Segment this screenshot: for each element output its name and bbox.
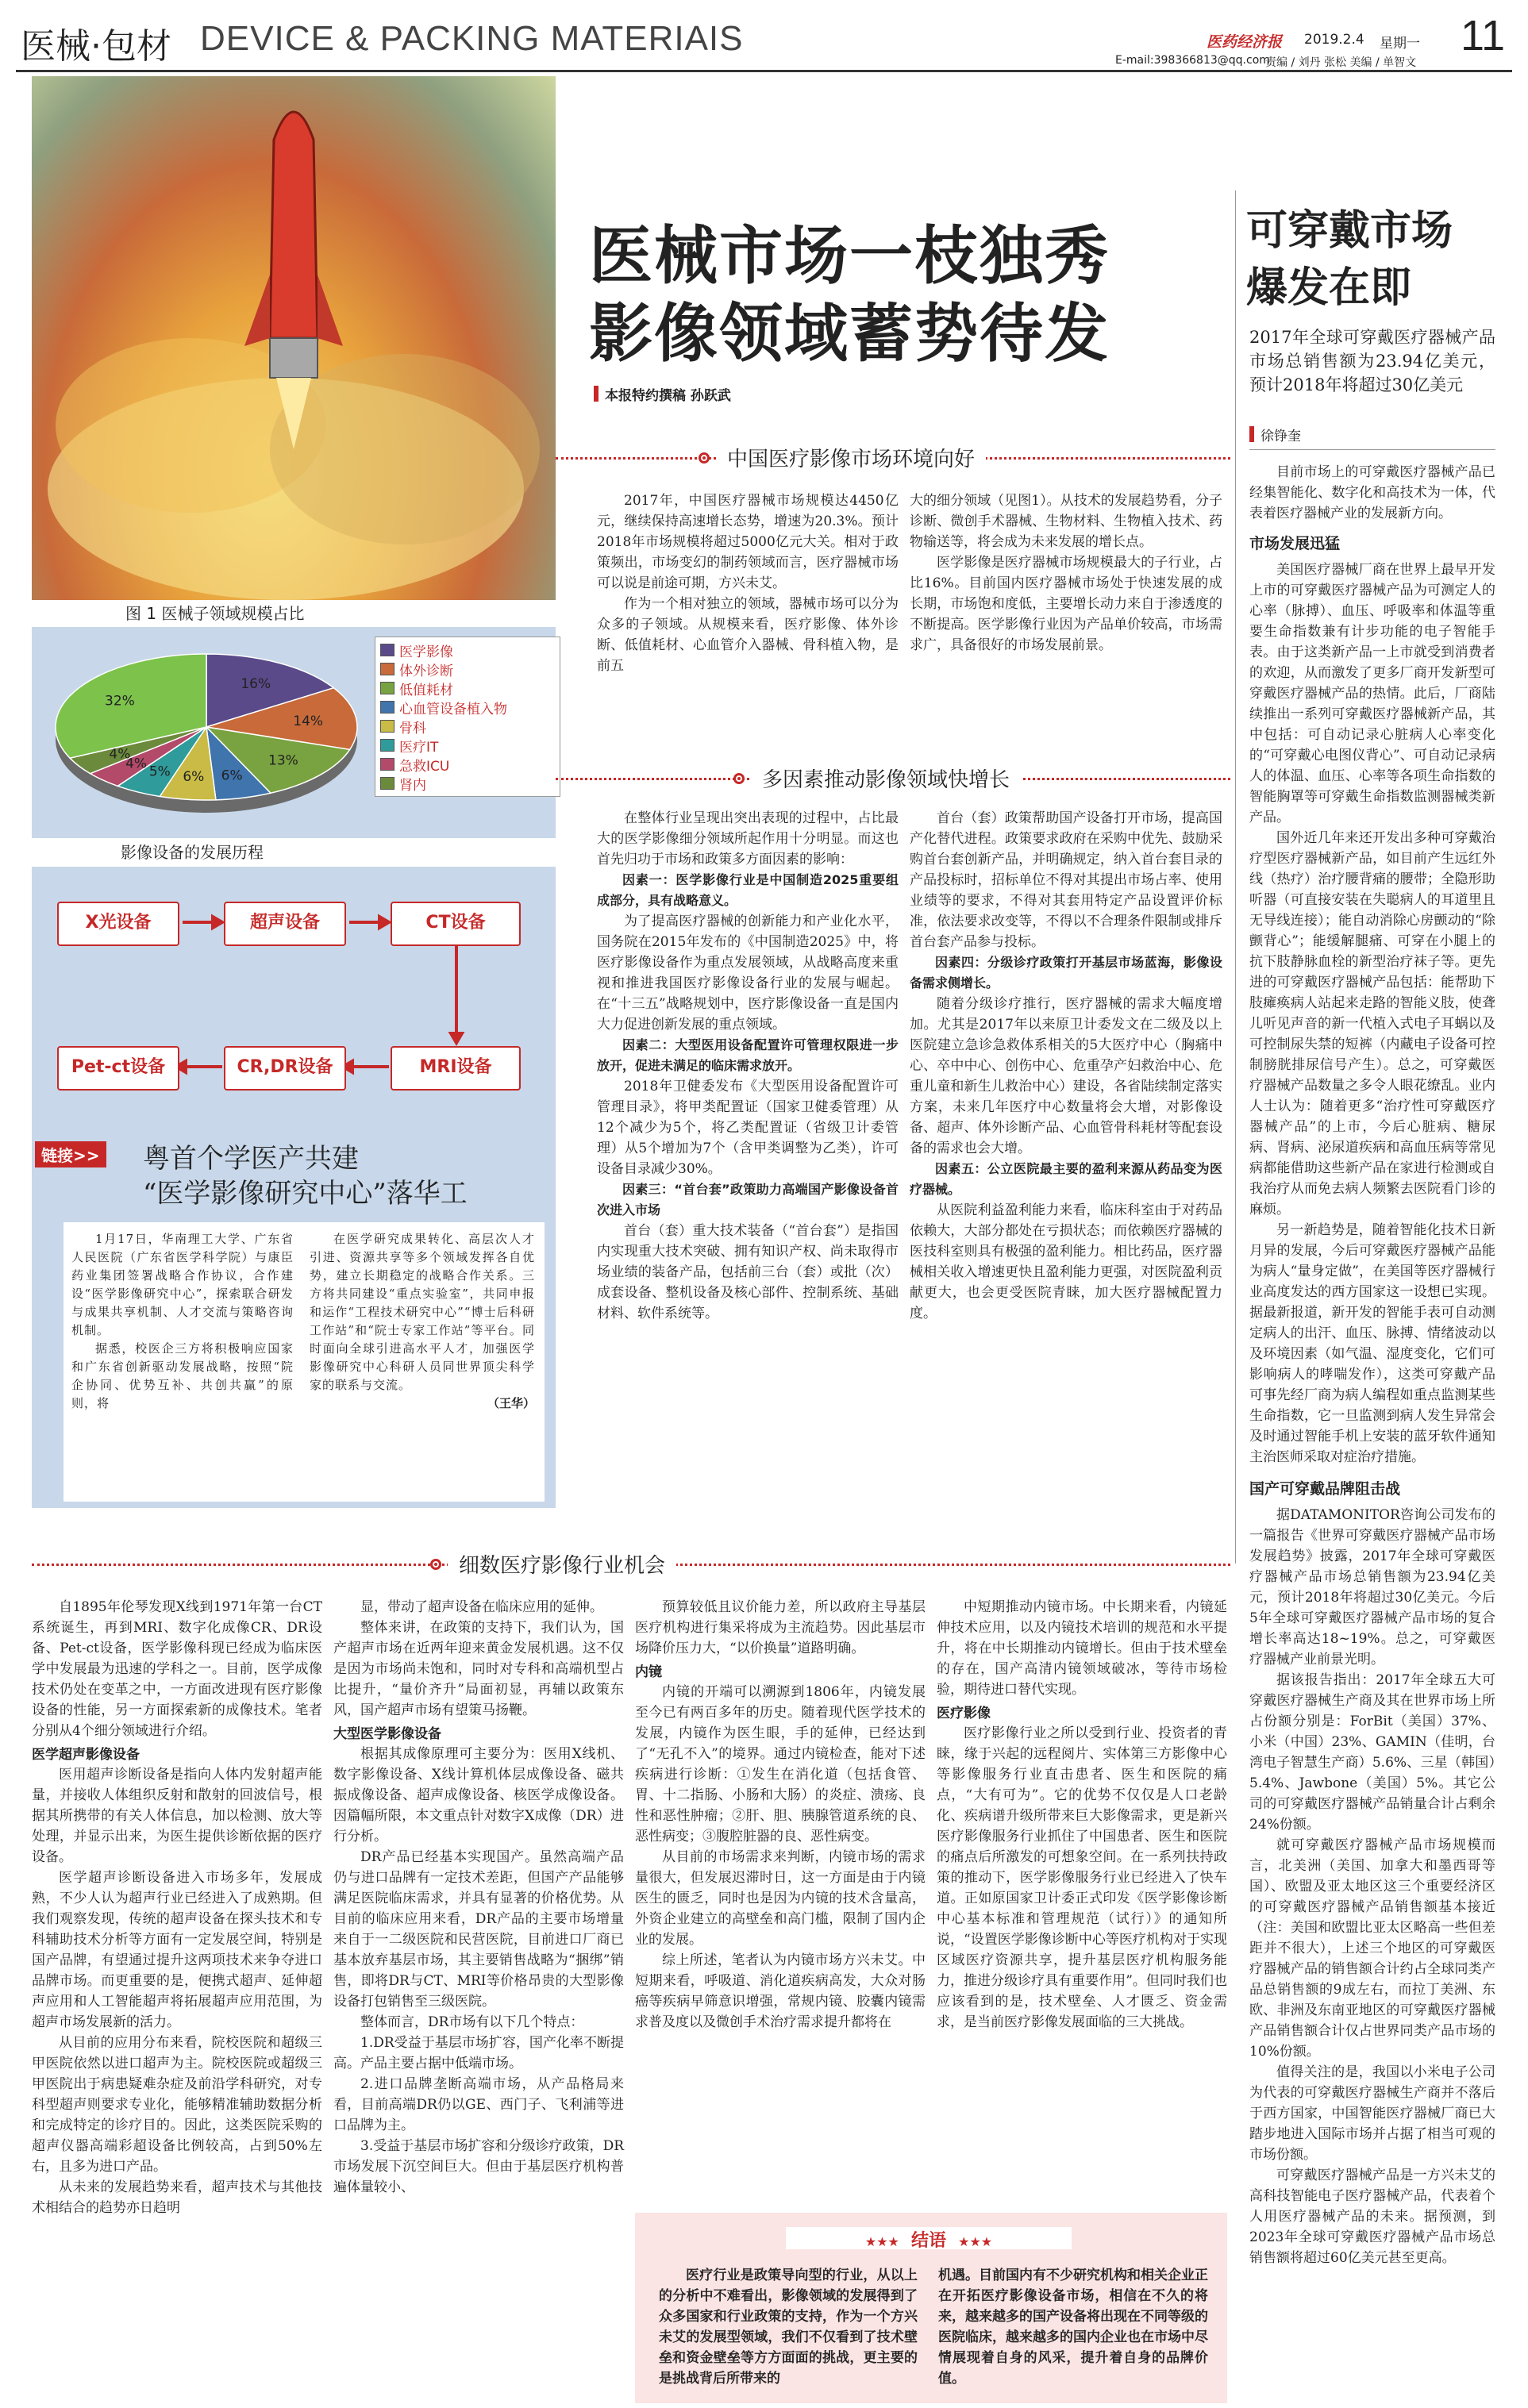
legend-label: 急救ICU	[399, 758, 450, 775]
conclusion-box	[635, 2213, 1227, 2403]
subheading: 医学超声影像设备	[32, 1747, 140, 1763]
legend-swatch	[380, 758, 395, 771]
legend-item	[380, 640, 555, 660]
factor-heading: 因素五：公立医院最主要的盈利来源从药品变为医疗器械。	[910, 1161, 1222, 1197]
body-para: 内镜的开端可以溯源到1806年，内镜发展至今已有两百多年的历史。随着现代医学技术的发展，内镜作为医生眼，手的延伸，已经达到了“无孔不入”的境界。通过内镜检查，能对下述疾病进行诊断：①发生在消化道（包括食管、胃、十二指肠、小肠和大肠）的炎症、溃疡、良性和恶性肿瘤；②肝、胆、胰腺管道系统的良、恶性病变；③腹腔脏器的良、恶性病变。	[635, 1684, 926, 1844]
sidebar-subhead-1: 市场发展迅猛	[1249, 535, 1341, 552]
issue-date: 2019.2.4	[1304, 32, 1364, 48]
section-3-col-1	[32, 1597, 322, 2218]
body-para: 医疗影像行业之所以受到行业、投资者的青睐，缘于兴起的远程阅片、实体第三方影像中心等影像服务行业直击患者、医生和医院的痛点，“大有可为”。它的优势不仅仅是人口老龄化、疾病谱升级所带来巨大影像需求，更是新兴医疗影像服务行业抓住了中国患者、医生和医院的痛点后所激发的可想象空间。在一系列扶持政策的推动下，医学影像服务行业已经进入了快车道。正如原国家卫计委正式印发《医学影像诊断中心基本标准和管理规范（试行）》的通知所说，“设置医学影像诊断中心等医疗机构对于实现区域医疗资源共享，提升基层医疗机构服务能力，推进分级诊疗具有重要作用”。但同时我们也应该看到的是，技术壁垒、人才匮乏、资金需求，是当前医疗影像发展面临的三大挑战。	[937, 1725, 1227, 2030]
flow-step-ct: CT设备	[391, 902, 521, 946]
body-para: 根据其成像原理可主要分为：医用X线机、数字影像设备、X线计算机体层成像设备、磁共振成像设备、超声成像设备、核医学成像设备。因篇幅所限，本文重点针对数字X成像（DR）进行分析。	[333, 1746, 624, 1844]
legend-label: 体外诊断	[399, 663, 453, 679]
link-box	[32, 1132, 556, 1508]
sidebar-byline: 徐铮奎	[1261, 429, 1301, 444]
flow-step-ultrasound: 超声设备	[224, 902, 346, 946]
body-para: 整体而言，DR市场有以下几个特点：	[360, 2014, 584, 2030]
legend-item	[380, 736, 555, 755]
legend-item	[380, 774, 555, 793]
pie-label: 14%	[293, 714, 324, 730]
sidebar-para: 国外近几年来还开发出多种可穿戴治疗型医疗器械新产品，如目前产生远红外线（热疗）治疗腰背痛的腰带；全隐形助听器（可直接安装在失聪病人的耳道里且无导线连接）；能自动消除心房颤动的“除颤背心”；能缓解腿痛、可穿在小腿上的抗下肢静脉血栓的新型治疗袜子等。更先进的可穿戴医疗器械产品包括：能帮助下肢瘫痪病人站起来走路的智能义肢，使聋儿听见声音的新一代植入式电子耳蜗以及可控制尿失禁的短裤（内藏电子设备可控制膀胱排尿信号产生）。总之，可穿戴医疗器械产品数量之多令人眼花缭乱。业内人士认为：随着更多“治疗性可穿戴医疗器械产品”的上市，今后心脏病、糖尿病、肾病、泌尿道疾病和高血压病等常见病都能借助这些新产品在家进行检测或自我治疗从而免去病人频繁去医院看门诊的麻烦。	[1249, 830, 1495, 1217]
conclusion-title: 结语	[910, 2231, 946, 2251]
link-content	[64, 1222, 545, 1502]
body-para: 在整体行业呈现出突出表现的过程中，占比最大的医学影像细分领域所起作用十分明显。而这也首先归功于市场和政策多方面因素的影响：	[597, 810, 899, 867]
section-name-en: DEVICE & PACKING MATERIAIS	[200, 19, 744, 58]
header-rule	[16, 70, 1512, 72]
flow-step-crdr: CR,DR设备	[224, 1046, 346, 1091]
body-para: 综上所述，笔者认为内镜市场方兴未艾。中短期来看，呼吸道、消化道疾病高发，大众对肠癌等疾病早筛意识增强，常规内镜、胶囊内镜需求普及度以及微创手术治疗需求提升都将在	[635, 1952, 926, 2030]
legend-label: 医疗IT	[399, 739, 439, 756]
sidebar-title-1: 可穿戴市场	[1246, 206, 1453, 255]
link-author: （王华）	[487, 1396, 535, 1410]
subheading: 大型医学影像设备	[333, 1726, 441, 1742]
section-dot	[430, 1559, 441, 1570]
main-headline-1: 医械市场一枝独秀	[589, 218, 1110, 293]
main-byline: 本报特约撰稿 孙跃武	[605, 388, 731, 404]
figure-2-title: 影像设备的发展历程	[32, 838, 556, 867]
section-1-col-1	[597, 490, 899, 676]
body-para: 大的细分领域（见图1）。从技术的发展趋势看，分子诊断、微创手术器械、生物材料、生物植入技术、药物输送等，将会成为未来发展的增长点。	[910, 493, 1222, 550]
body-para: 中短期推动内镜市场。中长期来看，内镜延伸技术应用，以及内镜技术培训的规范和水平提升，将在中长期推动内镜增长。但由于技术壁垒的存在，国产高清内镜领域破冰，等待市场检验，期待进口替代实现。	[937, 1599, 1227, 1698]
section-dot	[733, 773, 745, 784]
legend-swatch	[380, 777, 395, 790]
link-title-1: 粤首个学医产共建	[143, 1143, 359, 1175]
sidebar-byline-marker	[1249, 426, 1254, 442]
main-headline-2: 影像领域蓄势待发	[589, 296, 1110, 371]
sidebar-subhead-2: 国产可穿戴品牌阻击战	[1249, 1480, 1401, 1498]
figure-1	[32, 600, 556, 838]
star-icon: ★★★	[864, 2234, 899, 2249]
page-number: 11	[1461, 12, 1506, 60]
legend-swatch	[380, 682, 395, 694]
rocket-icon	[32, 76, 556, 600]
flow-step-mri: MRI设备	[391, 1046, 521, 1091]
legend-swatch	[380, 720, 395, 733]
legend-item	[380, 717, 555, 736]
sidebar-deck: 2017年全球可穿戴医疗器械产品市场总销售额为23.94亿美元，预计2018年将超过30亿美元	[1249, 328, 1495, 394]
legend-swatch	[380, 663, 395, 675]
link-title-2: “医学影像研究中心”落华工	[143, 1178, 468, 1210]
legend-item	[380, 755, 555, 774]
sidebar-body	[1249, 462, 1495, 2268]
factor-heading: 因素四：分级诊疗政策打开基层市场蓝海，影像设备需求侧增长。	[910, 955, 1222, 991]
section-3-col-3	[635, 1597, 926, 2033]
section-name-cn: 医械·包材	[21, 26, 171, 67]
pie-label: 4%	[125, 756, 148, 772]
legend-item	[380, 679, 555, 698]
legend-label: 医学影像	[399, 644, 453, 660]
conclusion-col-2: 机遇。目前国内有不少研究机构和相关企业正在开拓医疗影像设备市场，相信在不久的将来，越来越多的国产设备将出现在不同等级的医院临床，越来越多的国内企业也在市场中尽情展现着自身的风采，提升着自身的品牌价值。	[938, 2268, 1208, 2387]
page-header	[0, 0, 1528, 73]
section-1-col-2	[910, 490, 1222, 656]
subheading: 内镜	[635, 1664, 662, 1680]
legend-item	[380, 660, 555, 679]
sidebar-intro: 目前市场上的可穿戴医疗器械产品已经集智能化、数字化和高技术为一体，代表着医疗器械产业的发展新方向。	[1249, 464, 1495, 521]
body-para: 2017年，中国医疗器械市场规模达4450亿元，继续保持高速增长态势，增速为20.3%。预计2018年市场规模将超过5000亿元大关。相对于政策频出，市场变幻的制药领域而言，医疗器械市场可以说是前途可期，方兴未艾。	[597, 493, 899, 591]
sidebar-para: 可穿戴医疗器械产品是一方兴未艾的高科技智能电子医疗器械产品，代表着个人用医疗器械产品的未来。据预测，到2023年全球可穿戴医疗器械产品市场总销售额将超过60亿美元甚至更高。	[1249, 2168, 1495, 2266]
pie-chart	[32, 627, 381, 838]
body-para: 为了提高医疗器械的创新能力和产业化水平，国务院在2015年发布的《中国制造2025》中，将医疗影像设备作为重点发展领域，从战略高度来重视和推进我国医疗影像设备行业的发展与崛起。在“十三五”战略规划中，医疗影像设备一直是国内大力促进创新发展的重点领域。	[597, 914, 899, 1033]
body-para: 从目前的应用分布来看，院校医院和超级三甲医院依然以进口超声为主。院校医院或超级三甲医院出于病患疑难杂症及前沿学科研究，对专科型超声则要求专业化，能够精准辅助数据分析和完成特定的诊疗目的。因此，这类医院采购的超声仪器高端彩超设备比例较高，占到50%左右，且多为进口产品。	[32, 2035, 322, 2175]
legend-label: 低值耗材	[399, 682, 453, 698]
pie-label: 4%	[109, 746, 131, 763]
legend-label: 心血管设备植入物	[399, 701, 507, 717]
link-para: 据悉，校医企三方将积极响应国家和广东省创新驱动发展战略，按照“院企协同、优势互补、共创共赢”的原则，将	[71, 1341, 294, 1410]
link-para: 在医学研究成果转化、高层次人才引进、资源共享等多个领域发挥各自优势，建立长期稳定的战略合作关系。三方将共同建设“重点实验室”，共同申报和运作“工程技术研究中心”“博士后科研工作站”和“院士专家工作站”等平台。同时面向全球引进高水平人才，加强医学影像研究中心科研人员同世界顶尖科学家的联系与交流。	[310, 1232, 535, 1392]
body-para: 医学影像是医疗器械市场规模最大的子行业，占比16%。目前国内医疗器械市场处于快速发展的成长期，市场饱和度低，主要增长动力来自于渗透度的不断提高。医学影像行业因为产品单价较高，市场需求广，具备很好的市场发展前景。	[910, 555, 1222, 653]
section-2-title: 多因素推动影像领域快增长	[751, 764, 1021, 793]
sidebar-para: 另一新趋势是，随着智能化技术日新月异的发展，今后可穿戴医疗器械产品能为病人“量身定做”，在美国等医疗器械行业高度发达的西方国家这一设想已实现。据最新报道，新开发的智能手表可自动测定病人的出汗、血压、脉搏、情绪波动以及环境因素（如气温、湿度变化，它们可影响病人的哮喘发作），这类可穿戴产品可事先经厂商为病人编程如重点监测某些生命指数，它一旦监测到病人发生异常会及时通过智能手机上安装的蓝牙软件通知主治医师采取对症治疗措施。	[1249, 1222, 1495, 1465]
pie-label: 6%	[183, 769, 205, 786]
sidebar-para: 就可穿戴医疗器械产品市场规模而言，北美洲（美国、加拿大和墨西哥等国）、欧盟及亚太地区这三个重要经济区的可穿戴医疗器械产品销售额基本接近（注：美国和欧盟比亚太区略高一些但差距并不很大），上述三个地区的可穿戴医疗器械产品的销售额合计约占全球同类产品总销售额的9成左右，而拉丁美洲、东欧、非洲及东南亚地区的可穿戴医疗器械产品销售额合计仅占世界同类产品市场的10%份额。	[1249, 1837, 1495, 2060]
star-icon: ★★★	[958, 2234, 993, 2249]
legend-label: 骨科	[399, 720, 426, 737]
factor-heading: 因素一：医学影像行业是中国制造2025重要组成部分，具有战略意义。	[597, 872, 899, 908]
body-para: 2018年卫健委发布《大型医用设备配置许可管理目录》，将甲类配置证（国家卫健委管理）从12个减少为5个，将乙类配置证（省级卫计委管理）从5个增加为7个（含甲类调整为乙类），许可设备目录减少30%。	[597, 1079, 899, 1177]
body-para: 医学超声诊断设备进入市场多年，发展成熟，不少人认为超声行业已经进入了成熟期。但我们观察发现，传统的超声设备在探头技术和专科辅助技术分析等方面有一定发展空间，特别是国产品牌，有望通过提升这两项技术来争夺进口品牌市场。而更重要的是，便携式超声、延伸超声应用和人工智能超声将拓展超声应用范围，为超声市场发展新的活力。	[32, 1870, 322, 2030]
section-2-col-2	[910, 808, 1222, 1324]
body-para: 自1895年伦琴发现X线到1971年第一台CT系统诞生，再到MRI、数字化成像CR、DR设备、Pet-ct设备，医学影像科现已经成为临床医学中发展最为迅速的学科之一。目前，医学成像技术仍处在变革之中，一方面改进现有医疗影像设备的性能，另一方面探索新的成像技术。笔者分别从4个细分领域进行介绍。	[32, 1599, 322, 1739]
factor-heading: 因素二：大型医用设备配置许可管理权限进一步放开，促进未满足的临床需求放开。	[597, 1037, 899, 1073]
sidebar-title-2: 爆发在即	[1246, 263, 1412, 312]
sidebar-para: 值得关注的是，我国以小米电子公司为代表的可穿戴医疗器械生产商并不落后于西方国家，中国智能医疗器械厂商已大踏步地进入国际市场并占据了相当可观的市场份额。	[1249, 2064, 1495, 2163]
section-1-title: 中国医疗影像市场环境向好	[716, 443, 986, 472]
flow-step-petct: Pet-ct设备	[57, 1046, 179, 1091]
pie-label: 32%	[105, 693, 135, 710]
factor-heading: 因素三：“首台套”政策助力高端国产影像设备首次进入市场	[597, 1182, 899, 1217]
body-para: 整体来讲，在政策的支持下，我们认为，国产超声市场在近两年迎来黄金发展机遇。这不仅是因为市场尚未饱和，同时对专科和高端机型占比提升，“量价齐升”局面初显，再辅以政策东风，国产超声市场有望策马扬鞭。	[333, 1620, 624, 1718]
figure-2	[32, 838, 556, 1132]
sidebar-para: 据DATAMONITOR咨询公司发布的一篇报告《世界可穿戴医疗器械产品市场发展趋势》披露，2017年全球可穿戴医疗器械产品市场总销售额为23.94亿美元，预计2018年将超过30亿美元。今后5年全球可穿戴医疗器械产品市场的复合增长率高达18~19%。总之，可穿戴医疗器械产业前景光明。	[1249, 1507, 1495, 1668]
pie-label: 13%	[268, 752, 298, 769]
sidebar-para: 据该报告指出：2017年全球五大可穿戴医疗器械生产商及其在世界市场上所占份额分别是：ForBit（美国）37%、小米（中国）23%、GAMIN（佳明，台湾电子智慧生产商）5.6%、三星（韩国）5.4%、Jawbone（美国）5%。其它公司的可穿戴医疗器械产品销量合计占剩余24%份额。	[1249, 1672, 1495, 1833]
body-para: 预算较低且议价能力差，所以政府主导基层医疗机构进行集采将成为主流趋势。因此基层市场降价压力大，“以价换量”道路明确。	[635, 1599, 926, 1656]
sidebar-byline-rule	[1249, 449, 1495, 450]
body-para: 医用超声诊断设备是指向人体内发射超声能量，并接收人体组织反射和散射的回波信号，根据其所携带的有关人体信息，加以检测、放大等处理，并显示出来，为医生提供诊断依据的医疗设备。	[32, 1767, 322, 1865]
flow-step-xray: X光设备	[57, 902, 179, 946]
body-para: 显，带动了超声设备在临床应用的延伸。	[360, 1599, 603, 1615]
body-para: 从目前的市场需求来判断，内镜市场的需求量很大，但发展迟滞时日，这一方面是由于内镜医生的匮乏，同时也是因为内镜的技术含量高，外资企业建立的高壁垒和高门槛，限制了国内企业的发展。	[635, 1849, 926, 1948]
body-para: 从未来的发展趋势来看，超声技术与其他技术相结合的趋势亦日趋明	[32, 2179, 322, 2216]
section-dot	[699, 452, 710, 464]
sidebar-divider	[1235, 190, 1236, 1564]
subheading: 医疗影像	[937, 1706, 991, 1721]
body-para: 3.受益于基层市场扩容和分级诊疗政策，DR市场发展下沉空间巨大。但由于基层医疗机构普遍体量较小、	[333, 2138, 624, 2195]
pie-label: 16%	[241, 676, 271, 693]
section-2-col-1	[597, 808, 899, 1324]
legend-item	[380, 698, 555, 717]
body-para: 随着分级诊疗推行，医疗器械的需求大幅度增加。尤其是2017年以来原卫计委发文在二级及以上医院建立急诊急救体系相关的5大医疗中心（胸痛中心、卒中中心、创伤中心、危重孕产妇救治中心、危重儿童和新生儿救治中心）建设，各省陆续制定落实方案，未来几年医疗中心数量将会大增，对影像设备、超声、体外诊断产品、心血管骨科耗材等配套设备的需求也会大增。	[910, 996, 1222, 1156]
legend-swatch	[380, 701, 395, 714]
conclusion-banner	[786, 2227, 1072, 2249]
sidebar-para: 美国医疗器械厂商在世界上最早开发上市的可穿戴医疗器械产品为可测定人的心率（脉搏）、血压、呼吸率和体温等重要生命指数兼有计步功能的电子智能手表。由于这类新产品一上市就受到消费者的欢迎，从而激发了更多厂商开发新型可穿戴医疗器械产品的热情。此后，厂商陆续推出一系列可穿戴医疗器械新产品，其中包括：可自动记录心脏病人心率变化的“可穿戴心电图仪背心”、可自动记录病人的体温、血压、心率等各项生命指数的智能胸罩等可穿戴生命指数监测器械类新产品。	[1249, 562, 1495, 825]
link-tag: 链接>>	[35, 1141, 106, 1167]
body-para: DR产品已经基本实现国产。虽然高端产品仍与进口品牌有一定技术差距，但国产产品能够满足医院临床需求，并具有显著的价格优势。从目前的临床应用来看，DR产品的主要市场增量来自于一二级医院和民营医院，目前进口厂商已基本放弃基层市场，其主要销售战略为“捆绑”销售，即将DR与CT、MRI等价格昂贵的大型影像设备打包销售至三级医院。	[333, 1849, 624, 2010]
body-para: 2.进口品牌垄断高端市场，从产品格局来看，目前高端DR仍以GE、西门子、飞利浦等进口品牌为主。	[333, 2076, 624, 2133]
section-3-title: 细数医疗影像行业机会	[448, 1549, 676, 1579]
body-para: 1.DR受益于基层市场扩容，国产化率不断提高。产品主要占据中低端市场。	[333, 2035, 624, 2071]
body-para: 作为一个相对独立的领域，器械市场可以分为众多的子领域。从规模来看，医疗影像、体外诊断、低值耗材、心血管介入器械、骨科植入物，是前五	[597, 596, 899, 674]
editors: 责编 / 刘丹 张松 美编 / 单智文	[1265, 56, 1417, 69]
legend-swatch	[380, 644, 395, 656]
section-3-col-2	[333, 1597, 624, 2198]
rocket-illustration	[32, 76, 556, 600]
legend-label: 肾内	[399, 777, 426, 794]
link-para: 1月17日，华南理工大学、广东省人民医院（广东省医学科学院）与康臣药业集团签署战略合作协议，合作建设“医学影像研究中心”，探索联合研发与成果共享机制、人才交流与策略咨询机制。	[71, 1232, 294, 1337]
conclusion-col-1: 医疗行业是政策导向型的行业，从以上的分析中不难看出，影像领域的发展得到了众多国家和行业政策的支持，作为一个方兴未艾的发展型领域，我们不仅看到了技术壁垒和资金壁垒等方方面面的挑战，更主要的是挑战背后所带来的	[659, 2268, 918, 2387]
issue-weekday: 星期一	[1380, 36, 1420, 52]
figure-1-title: 图 1 医械子领域规模占比	[32, 600, 556, 627]
body-para: 从医院利益盈利能力来看，临床科室由于对药品依赖大，大部分都处在亏损状态；而依赖医疗器械的医技科室则具有极强的盈利能力。相比药品，医疗器械相关收入增速更快且盈利能力更强，对医院盈利贡献更大，也会更受医院青睐，加大医疗器械配置力度。	[910, 1202, 1222, 1321]
paper-name: 医药经济报	[1207, 33, 1283, 51]
link-col-2	[310, 1230, 535, 1413]
contact-email: E-mail:398366813@qq.com	[1115, 54, 1270, 67]
pie-label: 5%	[148, 764, 171, 780]
link-col-1	[71, 1230, 294, 1413]
body-para: 首台（套）政策帮助国产设备打开市场，提高国产化替代进程。政策要求政府在采购中优先、鼓励采购首台套创新产品，并明确规定，纳入首台套目录的产品投标时，招标单位不得对其提出市场占率、使用业绩等的要求，不得对其套用特定产品设置评价标准，依法要求改变等，不得以不合理条件限制或排斥首台套产品参与投标。	[910, 810, 1222, 950]
body-para: 首台（套）重大技术装备（“首台套”）是指国内实现重大技术突破、拥有知识产权、尚未取得市场业绩的装备产品，包括前三台（套）或批（次）成套设备、整机设备及核心部件、控制系统、基础材料、软件系统等。	[597, 1223, 899, 1321]
pie-legend	[375, 637, 560, 797]
pie-label: 6%	[221, 767, 243, 784]
byline-marker	[594, 386, 598, 402]
legend-swatch	[380, 739, 395, 752]
section-3-col-4	[937, 1597, 1227, 2033]
